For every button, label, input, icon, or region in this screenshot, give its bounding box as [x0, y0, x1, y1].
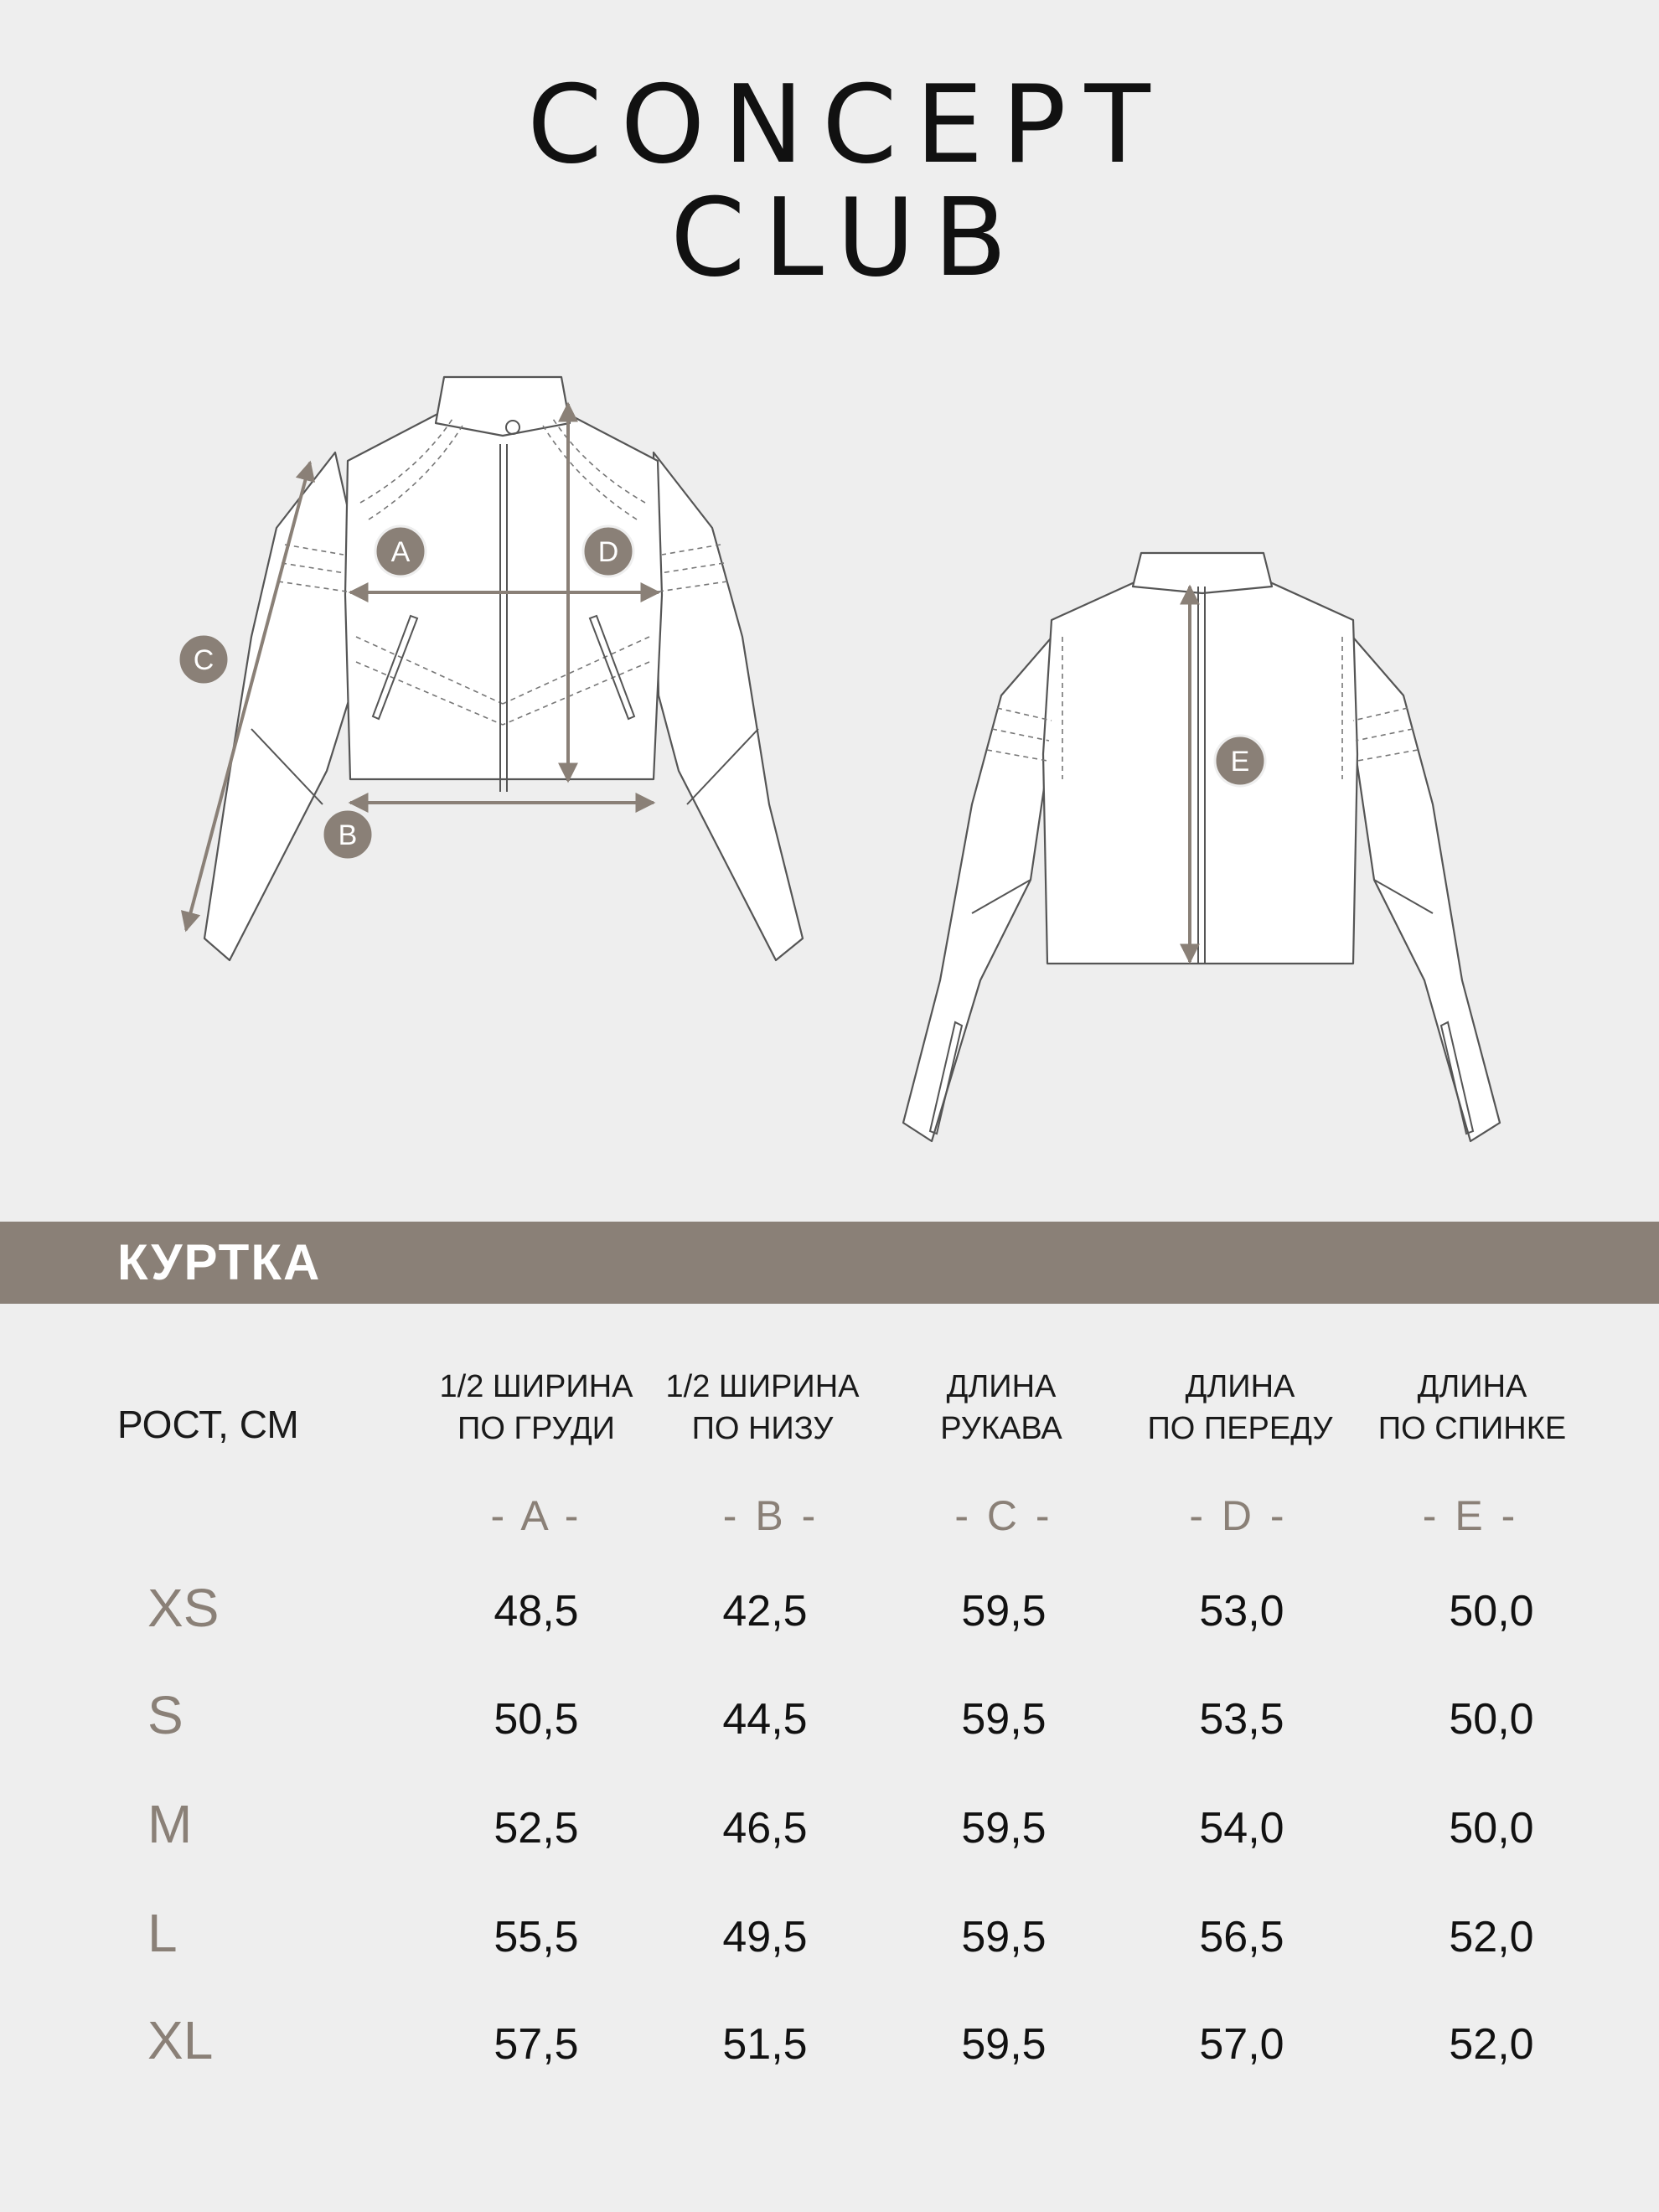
column-header-line1: ДЛИНА — [1417, 1369, 1527, 1404]
marker-c-label: C — [193, 644, 214, 676]
column-letter-b: - B - — [722, 1492, 819, 1539]
column-letter-d: - D - — [1189, 1492, 1288, 1539]
marker-a-label: A — [390, 536, 411, 568]
value-cell: 50,0 — [1449, 1587, 1534, 1636]
value-cell: 53,5 — [1199, 1695, 1284, 1744]
value-cell: 57,5 — [494, 2020, 579, 2069]
value-cell: 52,0 — [1449, 1913, 1534, 1961]
value-cell: 56,5 — [1199, 1913, 1284, 1961]
value-cell: 46,5 — [722, 1804, 808, 1853]
marker-e-label: E — [1230, 746, 1250, 778]
value-cell: 50,5 — [494, 1695, 579, 1744]
value-cell: 57,0 — [1199, 2020, 1284, 2069]
value-cell: 51,5 — [722, 2020, 808, 2069]
size-label: XS — [147, 1578, 220, 1638]
value-cell: 50,0 — [1449, 1695, 1534, 1744]
column-header-line1: 1/2 ШИРИНА — [439, 1369, 633, 1404]
height-label: РОСТ, СМ — [117, 1403, 299, 1446]
column-header-line1: 1/2 ШИРИНА — [665, 1369, 860, 1404]
column-header-line1: ДЛИНА — [1185, 1369, 1295, 1404]
column-header-b — [637, 1366, 888, 1450]
value-cell: 59,5 — [961, 1804, 1047, 1853]
column-header-line1: ДЛИНА — [946, 1369, 1057, 1404]
value-cell: 53,0 — [1199, 1587, 1284, 1636]
column-header-d — [1114, 1366, 1366, 1450]
size-label: S — [147, 1685, 183, 1745]
value-cell: 48,5 — [494, 1587, 579, 1636]
value-cell: 59,5 — [961, 1695, 1047, 1744]
brand-logo-line2: CLUB — [670, 176, 1026, 301]
size-label: L — [147, 1903, 178, 1963]
jacket-back-view — [903, 553, 1500, 1141]
column-header-e — [1346, 1366, 1598, 1450]
section-band — [0, 1222, 1659, 1304]
marker-d-label: D — [597, 536, 619, 568]
marker-d — [583, 526, 633, 576]
column-letter-c: - C - — [954, 1492, 1053, 1539]
size-label: XL — [147, 2010, 214, 2070]
value-cell: 52,5 — [494, 1804, 579, 1853]
jacket-technical-drawings — [0, 352, 1659, 1173]
section-title: КУРТКА — [117, 1234, 322, 1290]
jacket-front-view — [204, 377, 803, 960]
column-header-a — [411, 1366, 662, 1450]
value-cell: 44,5 — [722, 1695, 808, 1744]
value-cell: 49,5 — [722, 1913, 808, 1961]
column-header-line2: ПО СПИНКЕ — [1377, 1411, 1567, 1446]
marker-e — [1215, 736, 1265, 786]
column-header-line2: ПО ПЕРЕДУ — [1147, 1411, 1333, 1446]
marker-b-label: B — [338, 819, 358, 851]
value-cell: 52,0 — [1449, 2020, 1534, 2069]
column-letter-a: - A - — [490, 1492, 582, 1539]
column-letter-e: - E - — [1422, 1492, 1519, 1539]
value-cell: 54,0 — [1199, 1804, 1284, 1853]
column-header-c — [876, 1366, 1127, 1450]
value-cell: 50,0 — [1449, 1804, 1534, 1853]
brand-logo-line1: CONCEPT — [527, 63, 1169, 188]
marker-a — [375, 526, 426, 576]
size-label: M — [147, 1794, 193, 1854]
value-cell: 59,5 — [961, 2020, 1047, 2069]
marker-c — [178, 634, 229, 685]
value-cell: 59,5 — [961, 1913, 1047, 1961]
value-cell: 55,5 — [494, 1913, 579, 1961]
value-cell: 59,5 — [961, 1587, 1047, 1636]
column-header-line2: ПО ГРУДИ — [457, 1411, 615, 1446]
column-header-line2: ПО НИЗУ — [691, 1411, 834, 1446]
column-header-line2: РУКАВА — [940, 1411, 1062, 1446]
value-cell: 42,5 — [722, 1587, 808, 1636]
marker-b — [323, 809, 373, 860]
